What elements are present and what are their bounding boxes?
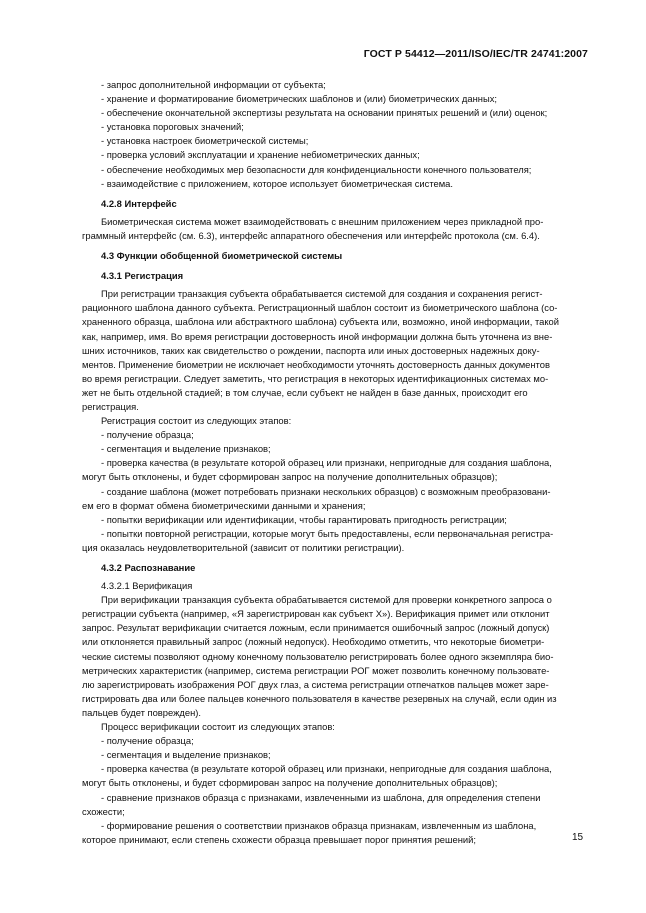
- paragraph-verification: [82, 593, 590, 720]
- text-line: При верификации транзакция субъекта обрабатывается системой для проверки конкретного запроса о: [101, 594, 552, 606]
- list-item-continuation: ем его в формат обмена биометрическими данными и хранения;: [82, 499, 366, 511]
- text-line: При регистрации транзакция субъекта обрабатывается системой для создания и сохранения регист-: [101, 288, 543, 300]
- section-heading-4-3: 4.3 Функции обобщенной биометрической системы: [101, 250, 343, 262]
- list-item: - проверка условий эксплуатации и хранение небиометрических данных;: [101, 149, 420, 161]
- list-item-continuation: ция оказалась неудовлетворительной (зависит от политики регистрации).: [82, 541, 405, 553]
- list-item-continuation: схожести;: [82, 805, 125, 817]
- page-number: 15: [572, 832, 584, 843]
- registration-stages-intro: Регистрация состоит из следующих этапов:: [101, 415, 292, 427]
- list-item: - проверка качества (в результате которой образец или признаки, непригодные для создания шаблона,: [101, 457, 552, 469]
- list-item: - установка пороговых значений;: [101, 121, 244, 133]
- list-item: - запрос дополнительной информации от субъекта;: [101, 79, 326, 90]
- list-item: - попытки повторной регистрации, которые могут быть предоставлены, если первоначальная регистра-: [101, 527, 554, 539]
- text-line: пальцев будет поврежден).: [82, 706, 201, 718]
- text-line: Биометрическая система может взаимодействовать с внешним приложением через прикладной про-: [101, 215, 544, 227]
- list-item: - установка настроек биометрической системы;: [101, 135, 309, 147]
- paragraph-registration: [82, 287, 590, 414]
- text-line: ментов. Применение биометрии не исключает необходимости уточнять достоверность данных документов: [82, 358, 550, 370]
- text-line: гистрировать два или более пальцев конечного пользователя в качестве резервных на случай, если один из: [82, 692, 557, 704]
- text-line: храненного образца, шаблона или абстрактного шаблона) субъекта или, возможно, иной информации, такой: [82, 316, 560, 328]
- section-heading-4-3-2: 4.3.2 Распознавание: [101, 562, 196, 573]
- text-line: во время регистрации. Следует заметить, что регистрация в некоторых идентификационных системах мо-: [82, 372, 549, 384]
- text-line: метрических характеристик (например, система регистрации РОГ может позволить конечному пользовате-: [82, 664, 550, 676]
- list-item-continuation: могут быть отклонены, и будет сформирован запрос на получение дополнительных образцов);: [82, 471, 498, 483]
- text-line: жет не быть отдельной стадией; в том случае, если субъект не найден в базе данных, происходит его: [82, 386, 528, 398]
- text-line: регистрации субъекта (например, «Я зарегистрирован как субъект X»). Верификация примет или отклонит: [82, 608, 550, 620]
- subsection-heading-4-3-2-1: 4.3.2.1 Верификация: [101, 580, 193, 592]
- paragraph-interface: [82, 215, 590, 243]
- list-item: - сравнение признаков образца с признаками, извлеченными из шаблона, для определения степени: [101, 791, 541, 803]
- registration-stages-list: [82, 428, 590, 555]
- list-item-continuation: которое принимают, если степень схожести образца превышает порог принятия решений;: [82, 833, 477, 845]
- list-item: - формирование решения о соответствии признаков образца признакам, извлеченным из шаблона,: [101, 819, 537, 831]
- list-item: - попытки верификации или идентификации, чтобы гарантировать пригодность регистрации;: [101, 513, 507, 525]
- list-item-continuation: могут быть отклонены, и будет сформирован запрос на получение дополнительных образцов);: [82, 777, 498, 789]
- document-header: ГОСТ Р 54412—2011/ISO/IEC/TR 24741:2007: [363, 48, 588, 60]
- list-item: - проверка качества (в результате которой образец или признаки, непригодные для создания шаблона,: [101, 763, 552, 775]
- text-line: рационного шаблона данного субъекта. Регистрационный шаблон состоит из биометрического шаблона (со-: [82, 302, 558, 314]
- text-line: граммный интерфейс (см. 6.3), интерфейс аппаратного обеспечения или интерфейс протокола (см. 6.4).: [82, 229, 540, 241]
- list-item: - получение образца;: [101, 429, 194, 441]
- list-item: - взаимодействие с приложением, которое использует биометрическая система.: [101, 177, 453, 189]
- text-line: как, например, имя. Во время регистрации достоверность иной информации должна быть уточнена из вне-: [82, 330, 553, 342]
- section-heading-4-3-1: 4.3.1 Регистрация: [101, 270, 184, 282]
- text-line: или отклоняется правильный запрос (ложный недопуск). Необходимо отметить, что некоторые биометри-: [82, 636, 545, 648]
- list-item: - обеспечение необходимых мер безопасности для конфиденциальности конечного пользователя;: [101, 163, 532, 175]
- text-line: ческие системы позволяют одному конечному пользователю регистрировать более одного экземпляра био-: [82, 650, 554, 662]
- intro-list: [82, 78, 590, 191]
- list-item: - получение образца;: [101, 735, 194, 747]
- list-item: - сегментация и выделение признаков;: [101, 443, 271, 455]
- text-line: лю зарегистрировать изображения РОГ двух глаз, а система регистрации отпечатков пальцев может заре-: [82, 678, 549, 690]
- verification-stages-intro: Процесс верификации состоит из следующих этапов:: [101, 721, 335, 733]
- text-line: шних источников, таких как свидетельство о рождении, паспорта или иных достоверных надежных доку-: [82, 344, 540, 356]
- list-item: - хранение и форматирование биометрических шаблонов и (или) биометрических данных;: [101, 93, 497, 105]
- list-item: - обеспечение окончательной экспертизы результата на основании принятых решений и (или) оценок;: [101, 107, 548, 119]
- list-item: - создание шаблона (может потребовать признаки нескольких образцов) с возможным преобразовани-: [101, 485, 551, 497]
- list-item: - сегментация и выделение признаков;: [101, 749, 271, 761]
- verification-stages-list: [82, 734, 590, 847]
- section-heading-4-2-8: 4.2.8 Интерфейс: [101, 197, 177, 209]
- text-line: регистрация.: [82, 400, 139, 412]
- page-content: [82, 78, 590, 847]
- text-line: запрос. Результат верификации считается ложным, если принимается ошибочный запрос (ложный допуск): [82, 622, 550, 634]
